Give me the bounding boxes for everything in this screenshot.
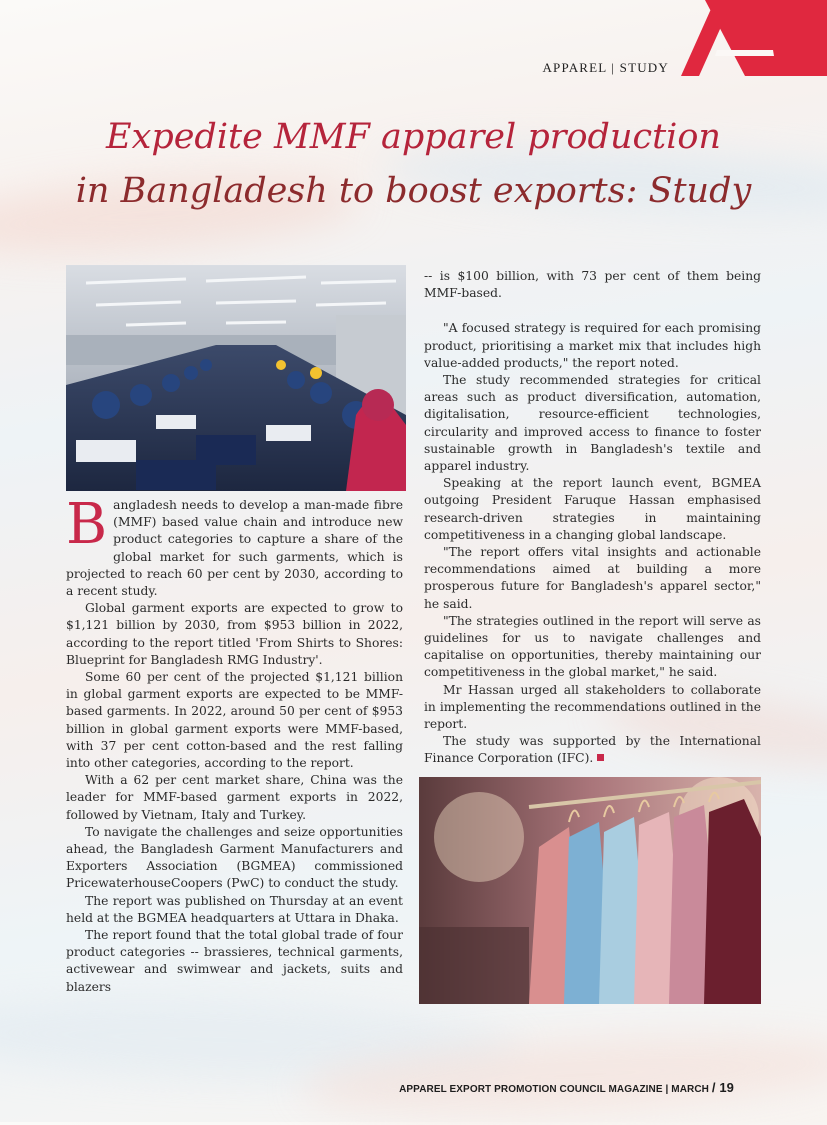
- article-paragraph: "A focused strategy is required for each promising product, prioritising a market mix that includes high value-added products," the report noted.: [424, 321, 761, 370]
- article-paragraph: With a 62 per cent market share, China was the leader for MMF-based garment exports in 2022, followed by Vietnam, Italy and Turkey.: [66, 773, 403, 822]
- page-number: / 19: [711, 1080, 734, 1095]
- article-paragraph: Mr Hassan urged all stakeholders to collaborate in implementing the recommendations outlined in the report.: [424, 682, 761, 732]
- article-paragraph: Bangladesh needs to develop a man-made fibre (MMF) based value chain and introduce new product categories to capture a share of the global market for such garments, which is projected to reach 60 per cent by 2030, according to a recent study.: [66, 492, 403, 599]
- article-paragraph: Global garment exports are expected to grow to $1,121 billion by 2030, from $953 billion in 2022, according to the report titled 'From Shirts to Shores: Blueprint for Bangladesh RMG Industry'.: [66, 601, 403, 667]
- page-footer: [399, 1080, 734, 1095]
- article-paragraph: Some 60 per cent of the projected $1,121 billion in global garment exports are expected to be MMF-based garments. In 2022, around 50 per cent of $953 billion in global garment exports were MMF-based, with 37 per cent cotton-based and the rest falling into other categories, according to the report.: [66, 670, 403, 771]
- article-paragraph: The report found that the total global trade of four product categories -- brassieres, technical garments, activewear and swimwear and jackets, suits and blazers: [66, 928, 403, 994]
- article-paragraph: Speaking at the report launch event, BGMEA outgoing President Faruque Hassan emphasised research-driven strategies in maintaining competitiveness in a changing global landscape.: [424, 476, 761, 542]
- garment-factory-photo: [66, 265, 406, 491]
- drop-cap: B: [66, 492, 108, 557]
- article-headline: [40, 110, 787, 218]
- clothing-rack-photo: [419, 777, 761, 1004]
- article-paragraph: To navigate the challenges and seize opportunities ahead, the Bangladesh Garment Manufacturers and Exporters Association (BGMEA) commissioned PricewaterhouseCoopers (PwC) to conduct the study.: [66, 824, 403, 891]
- headline-line-2: in Bangladesh to boost exports: Study: [75, 171, 752, 211]
- article-column-right: [424, 268, 761, 768]
- article-paragraph: The study recommended strategies for critical areas such as product diversification, automation, digitalisation, resource-efficient technologies, circularity and improved access to finance to foster sustainable growth in Bangladesh's textile and apparel industry.: [424, 373, 761, 474]
- end-mark-icon: [597, 754, 604, 761]
- magazine-name: APPAREL EXPORT PROMOTION COUNCIL MAGAZINE | MARCH: [399, 1084, 710, 1095]
- headline-line-1: Expedite MMF apparel production: [106, 117, 721, 157]
- article-column-left: [66, 492, 403, 996]
- section-badge-icon: [677, 0, 827, 76]
- article-paragraph: -- is $100 billion, with 73 per cent of them being MMF-based.: [424, 269, 761, 301]
- article-paragraph: "The report offers vital insights and actionable recommendations aimed at building a more prosperous future for Bangladesh's apparel sector," he said.: [424, 545, 761, 611]
- section-label: APPAREL | STUDY: [542, 60, 669, 75]
- article-paragraph: The report was published on Thursday at an event held at the BGMEA headquarters at Uttara in Dhaka.: [66, 893, 403, 925]
- article-paragraph: The study was supported by the International Finance Corporation (IFC).: [424, 734, 761, 766]
- article-paragraph: "The strategies outlined in the report will serve as guidelines for us to navigate challenges and capitalise on opportunities, thereby maintaining our competitiveness in the global market," he said.: [424, 613, 761, 680]
